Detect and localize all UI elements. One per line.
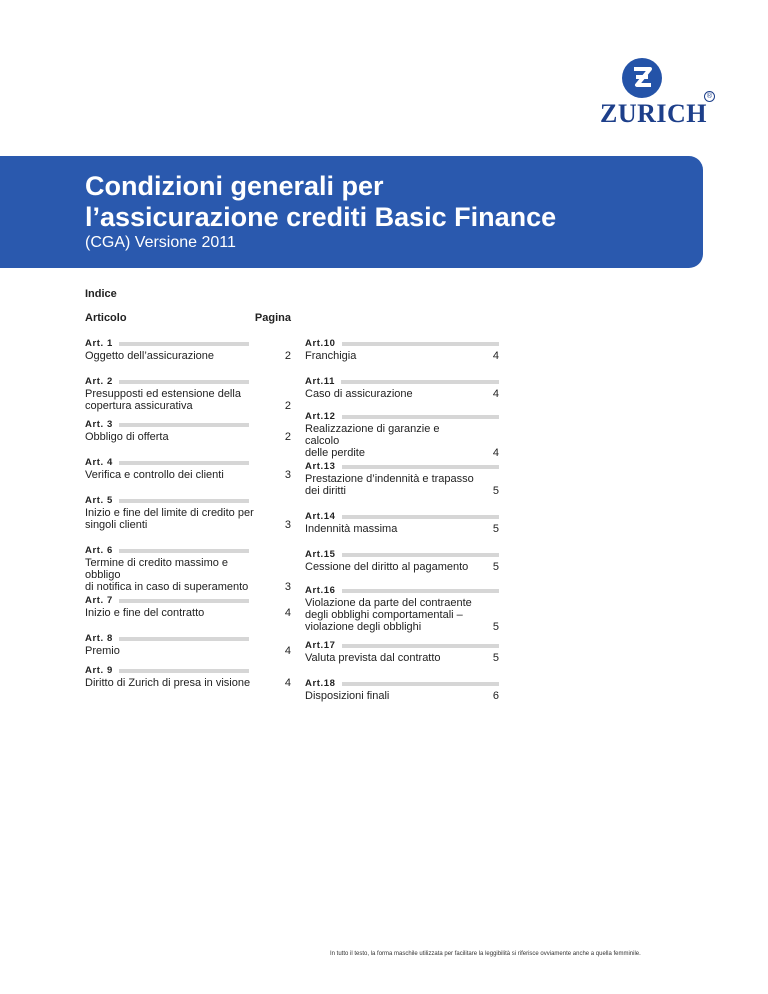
toc-entry[interactable]	[85, 419, 291, 443]
article-rule	[341, 380, 499, 384]
article-number: Art.14	[305, 511, 336, 522]
article-number: Art.10	[305, 338, 336, 349]
article-title	[305, 388, 475, 400]
article-number: Art. 8	[85, 633, 113, 644]
article-title	[305, 652, 475, 664]
article-title-line: di notifica in caso di superamento	[85, 581, 249, 593]
toc-entry[interactable]	[305, 338, 499, 362]
article-title-line: Violazione da parte del contraente	[305, 597, 472, 609]
toc-column-article: Articolo	[85, 312, 127, 324]
article-rule	[119, 461, 249, 465]
page-number: 5	[492, 523, 499, 535]
registered-mark: ®	[704, 91, 715, 102]
article-header	[305, 511, 499, 523]
article-number: Art. 9	[85, 665, 113, 676]
article-title	[305, 350, 475, 362]
article-rule	[119, 549, 249, 553]
page-number: 3	[284, 581, 291, 593]
page-number: 3	[284, 519, 291, 531]
article-header	[305, 678, 499, 690]
article-title-line: Disposizioni finali	[305, 690, 390, 702]
article-title-line: degli obblighi comportamentali –	[305, 609, 463, 621]
article-title	[85, 350, 265, 362]
article-header	[85, 633, 291, 645]
toc-heading: Indice	[85, 288, 117, 300]
article-number: Art.15	[305, 549, 336, 560]
article-title-line: singoli clienti	[85, 519, 148, 531]
article-title	[85, 431, 265, 443]
article-header	[85, 545, 291, 557]
page-number: 2	[284, 400, 291, 412]
page-number: 4	[492, 447, 499, 459]
zurich-z-icon	[622, 58, 662, 98]
article-title-line: copertura assicurativa	[85, 400, 193, 412]
toc-entry[interactable]	[85, 595, 291, 619]
toc-entry[interactable]	[305, 678, 499, 702]
article-title-line: Verifica e controllo dei clienti	[85, 469, 224, 481]
page-number: 4	[284, 645, 291, 657]
article-title-line: Indennità massima	[305, 523, 398, 535]
page-number: 4	[492, 388, 499, 400]
article-number: Art. 3	[85, 419, 113, 430]
article-number: Art.18	[305, 678, 336, 689]
article-title	[305, 423, 475, 459]
article-rule	[342, 465, 499, 469]
toc-entry[interactable]	[305, 461, 499, 497]
article-title	[305, 561, 475, 573]
zurich-logo	[600, 58, 720, 128]
article-number: Art. 1	[85, 338, 113, 349]
toc-entry[interactable]	[305, 411, 499, 459]
article-title-line: Oggetto dell’assicurazione	[85, 350, 215, 362]
article-rule	[119, 669, 249, 673]
article-title	[85, 388, 265, 412]
article-header	[305, 549, 499, 561]
article-title-line: violazione degli obblighi	[305, 621, 422, 633]
toc-entry[interactable]	[85, 545, 291, 593]
article-number: Art. 5	[85, 495, 113, 506]
article-rule	[119, 342, 249, 346]
article-title-line: Prestazione d’indennità e trapasso	[305, 473, 474, 485]
article-header	[305, 411, 499, 423]
article-header	[85, 595, 291, 607]
toc-entry[interactable]	[305, 640, 499, 664]
article-title-line: Cessione del diritto al pagamento	[305, 561, 469, 573]
article-header	[305, 640, 499, 652]
article-title-line: Valuta prevista dal contratto	[305, 652, 441, 664]
article-title	[85, 607, 265, 619]
article-title-line: dei diritti	[305, 485, 346, 497]
article-title-line: Presupposti ed estensione della	[85, 388, 241, 400]
article-header	[305, 338, 499, 350]
article-title-line: Caso di assicurazione	[305, 388, 413, 400]
toc-entry[interactable]	[305, 549, 499, 573]
article-number: Art.11	[305, 376, 336, 387]
article-header	[85, 665, 291, 677]
toc-entry[interactable]	[85, 633, 291, 657]
title-banner	[0, 156, 703, 268]
article-title	[85, 645, 265, 657]
article-number: Art.12	[305, 411, 336, 422]
logo-wordmark: ZURICH	[600, 99, 708, 128]
article-title-line: Termine di credito massimo e obbligo	[85, 557, 229, 581]
article-header	[85, 495, 291, 507]
article-title-line: Premio	[85, 645, 120, 657]
page-number: 2	[284, 350, 291, 362]
article-title-line: delle perdite	[305, 447, 365, 459]
toc-column-page: Pagina	[254, 312, 291, 324]
article-title-line: Inizio e fine del contratto	[85, 607, 205, 619]
article-rule	[342, 644, 499, 648]
article-title-line: Franchigia	[305, 350, 357, 362]
article-title-line: Inizio e fine del limite di credito per	[85, 507, 254, 519]
title-line-1: Condizioni generali per	[85, 171, 384, 201]
article-header	[85, 338, 291, 350]
article-rule	[342, 515, 499, 519]
article-title-line: Realizzazione di garanzie e calcolo	[305, 423, 440, 447]
page-number: 5	[492, 561, 499, 573]
article-rule	[119, 380, 249, 384]
toc-entry[interactable]	[305, 511, 499, 535]
footnote: In tutto il testo, la forma maschile utilizzata per facilitare la leggibilità si riferisce ovviamente anche a quella femminile.	[330, 951, 641, 957]
document-title	[85, 171, 556, 233]
article-title	[305, 473, 475, 497]
article-title	[305, 690, 475, 702]
page-number: 2	[284, 431, 291, 443]
page-number: 6	[492, 690, 499, 702]
page-number: 4	[492, 350, 499, 362]
page-number: 3	[284, 469, 291, 481]
article-title-line: Obbligo di offerta	[85, 431, 169, 443]
article-number: Art. 6	[85, 545, 113, 556]
article-rule	[342, 553, 499, 557]
article-rule	[119, 637, 249, 641]
article-header	[85, 419, 291, 431]
article-rule	[342, 342, 499, 346]
article-rule	[119, 599, 249, 603]
page-number: 4	[284, 677, 291, 689]
toc-entry[interactable]	[85, 338, 291, 362]
page-number: 4	[284, 607, 291, 619]
article-rule	[119, 423, 249, 427]
page-number: 5	[492, 485, 499, 497]
document-subtitle: (CGA) Versione 2011	[85, 234, 236, 251]
article-title	[85, 469, 265, 481]
article-rule	[342, 589, 499, 593]
toc-entry[interactable]	[85, 495, 291, 531]
article-number: Art.17	[305, 640, 336, 651]
page-number: 5	[492, 621, 499, 633]
article-title	[305, 597, 475, 633]
toc-entry[interactable]	[85, 665, 291, 689]
title-line-2: l’assicurazione crediti Basic Finance	[85, 202, 557, 232]
article-rule	[342, 415, 499, 419]
article-number: Art. 4	[85, 457, 113, 468]
article-title	[305, 523, 475, 535]
article-number: Art. 7	[85, 595, 113, 606]
toc-entry[interactable]	[85, 376, 291, 412]
article-title-line: Diritto di Zurich di presa in visione	[85, 677, 251, 689]
toc-entry[interactable]	[305, 585, 499, 633]
article-header	[85, 376, 291, 388]
article-rule	[342, 682, 499, 686]
article-title	[85, 507, 265, 531]
toc-entry[interactable]	[305, 376, 499, 400]
article-number: Art. 2	[85, 376, 113, 387]
article-header	[305, 461, 499, 473]
article-header	[85, 457, 291, 469]
article-header	[305, 376, 499, 388]
article-number: Art.16	[305, 585, 336, 596]
article-title	[85, 557, 265, 593]
article-rule	[119, 499, 249, 503]
article-title	[85, 677, 265, 689]
page-number: 5	[492, 652, 499, 664]
toc-entry[interactable]	[85, 457, 291, 481]
article-header	[305, 585, 499, 597]
article-number: Art.13	[305, 461, 336, 472]
